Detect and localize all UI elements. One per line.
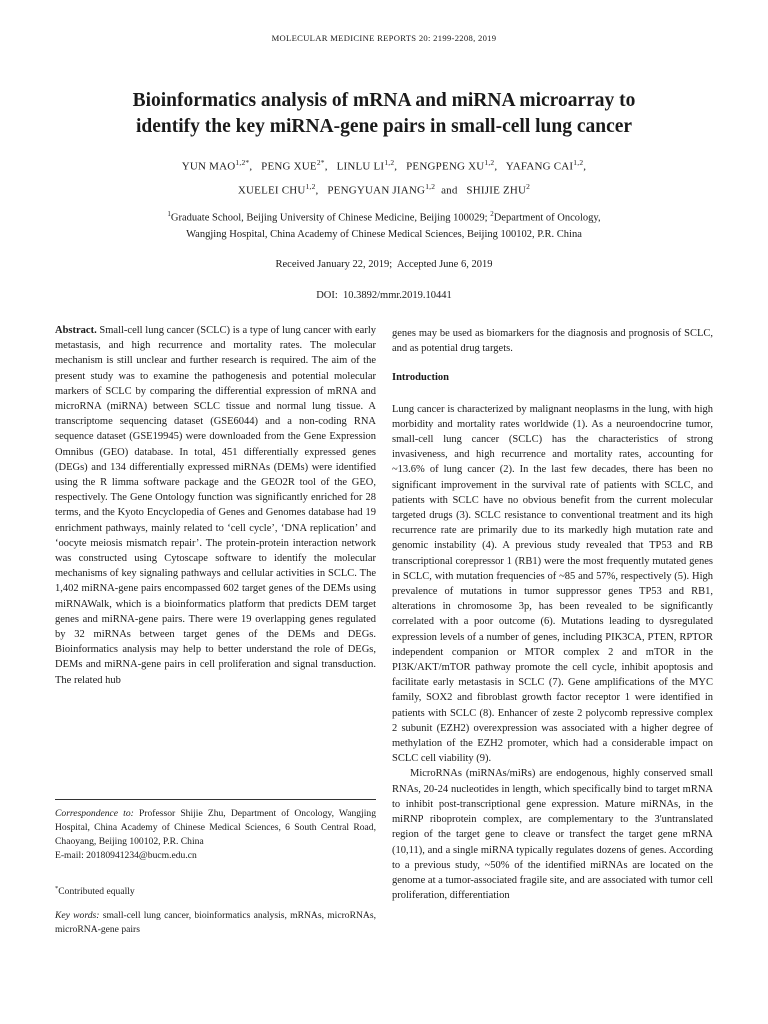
- author-affiliation-mark: 1,2*: [235, 158, 250, 167]
- author-name: XUELEI CHU: [237, 184, 306, 197]
- author-affiliation-mark: 1,2: [425, 181, 436, 191]
- author-separator: and: [435, 184, 464, 197]
- abstract-text: Small-cell lung cancer (SCLC) is a type of lung cancer with early metastasis, and high recurrence and mortality rates. The molecular mechanism is still unclear and further research is required. The aim of the present study was to examine the pathogenesis and potential molecular markers of SCLC by comparing the differential expression of mRNA and microRNA (miRNA) between SCLC tissue and normal lung tissue. A transcriptome sequencing dataset (GSE6044) and a non-coding RNA sequence dataset (GSE19945) were downloaded from the Gene Expression Omnibus (GEO) database. In total, 451 differentially expressed genes (DEGs) and 134 differentially expressed miRNAs (DEMs) were identified using the R limma software package and the GEO2R tool of the GEO, respectively. The Gene Ontology function was significantly enriched for 28 terms, and the Kyoto Encyclopedia of Genes and Genomes database had 19 enrichment pathways, mainly related to ‘cell cycle’, ‘DNA replication’ and ‘oocyte meiosis mismatch repair’. The protein-protein interaction network was constructed using Cytoscape software to identify the molecular mechanisms of key signaling pathways and cellular activities in SCLC. The 1,402 miRNA-gene pairs encompassed 602 target genes of the DEMs using miRNAWalk, which is a bioinformatics platform that predicts DEM target genes and miRNA-gene pairs. There were 19 overlapping genes regulated by 32 miRNAs between target genes of the DEMs and DEGs. Bioinformatics analysis may help to better understand the role of DEGs, DEMs and miRNA-gene pairs in cell proliferation and signal transduction. The related hub: [55, 325, 376, 686]
- running-header: MOLECULAR MEDICINE REPORTS 20: 2199-2208, 2019: [271, 33, 497, 43]
- affiliations: [60, 206, 708, 243]
- correspondence-footnote: [55, 807, 376, 863]
- contribution-mark: *: [55, 885, 59, 892]
- contribution-text: Contributed equally: [58, 886, 135, 898]
- author-affiliation-mark: 1,2: [573, 158, 584, 167]
- author-name: YUN MAO: [181, 160, 236, 173]
- intro-paragraph-1: Lung cancer is characterized by malignant neoplasms in the lung, with high morbidity and mortality rates worldwide (1). As a neuroendocrine tumor, small-cell lung cancer (SCLC) has the characteristics of strong invasiveness, and high recurrence and mortality rates, accounting for ~13.6% of lung cancer (2). In the last few decades, there has been no significant improvement in the survival rate of patients with SCLC, and patients with SCLC have no obvious benefit from the current molecular targeted drugs (3). SCLC resistance to conventional treatment and its high recurrence rate are primarily due to its markedly high mutation rate and genomic instability (4). A previous study revealed that TP53 and RB transcriptional corepressor 1 (RB1) were the most frequently mutated genes in SCLC, with mutation frequencies of ~85 and 57%, respectively (5). High prevalence of mutations in tumor suppressor genes TP53 and RB1, alterations in chromosome 3p, has been revealed to be significantly correlated with a poor outcome (6). Mutations leading to dysregulated expression levels of a number of genes, including PIK3CA, PTEN, RPTOR independent companion or MTOR complex 2 and mTOR in the PI3K/AKT/mTOR pathway promote the cell cycle, inhibit apoptosis and facilitate early metastasis in SCLC (7). Gene amplifications of the MYC family, SOX2 and fibroblast growth factor receptor 1 were identified in patients with SCLC (8). Enhancer of zeste 2 polycomb repressive complex 2 subunit (EZH2) overexpression was associated with a higher degree of methylation of the EZH2 promoter, which had a considerable impact on SCLC cell viability (9).: [392, 403, 713, 765]
- keywords-text: small-cell lung cancer, bioinformatics analysis, mRNAs, microRNAs, microRNA-gene pairs: [55, 910, 376, 935]
- affiliation-text: Department of Oncology,: [493, 212, 601, 224]
- author-name: YAFANG CAI: [505, 160, 574, 173]
- author-separator: ,: [583, 160, 587, 173]
- author-affiliation-mark: 2: [526, 181, 531, 191]
- affiliation-mark: 1: [167, 210, 171, 218]
- author-affiliation-mark: 2*: [316, 158, 325, 167]
- abstract-label: Abstract.: [55, 325, 97, 336]
- author-name: SHIJIE ZHU: [466, 184, 527, 197]
- author-name: PENGYUAN JIANG: [327, 184, 426, 197]
- intro-paragraph-2: MicroRNAs (miRNAs/miRs) are endogenous, highly conserved small RNAs, 20-24 nucleotides in length, which specifically bind to target mRNA to inhibit post-transcriptional gene expression. Mature miRNAs, in the miRNP riboprotein complex, are complementary to the 3'untranslated region of the target gene to cleave or transfect the target gene mRNA (10,11), and a single miRNA typically regulates dozens of genes. According to a previous study, ~50% of the identified miRNAs are located on the genome at a tumor-associated fragile site, and are associated with tumor cell proliferation, differentiation: [392, 768, 713, 902]
- contribution-footnote: [55, 882, 376, 899]
- abstract-continuation: genes may be used as biomarkers for the diagnosis and prognosis of SCLC, and as potential drug targets.: [392, 328, 713, 355]
- affiliation-line-1: [60, 206, 708, 227]
- right-column: [392, 326, 713, 903]
- keywords-label: Key words:: [55, 910, 100, 921]
- received-accepted-dates: Received January 22, 2019; Accepted June 6, 2019: [275, 259, 493, 270]
- correspondence-email: E-mail: 20180941234@bucm.edu.cn: [55, 850, 197, 861]
- author-name: PENG XUE: [261, 160, 317, 173]
- correspondence-label: Correspondence to:: [55, 808, 134, 819]
- affiliation-line-2: Wangjing Hospital, China Academy of Chinese Medical Sciences, Beijing 100102, P.R. China: [186, 228, 582, 240]
- article-title: [40, 88, 728, 140]
- author-name: LINLU LI: [336, 160, 385, 173]
- author-affiliation-mark: 1,2: [484, 158, 495, 167]
- abstract: [55, 323, 376, 688]
- title-line-1: Bioinformatics analysis of mRNA and miRNA microarray to: [132, 90, 636, 111]
- author-separator: ,: [324, 160, 334, 173]
- author-affiliation-mark: 1,2: [305, 181, 316, 191]
- affiliation-mark: 2: [490, 210, 494, 218]
- author-separator: ,: [494, 160, 504, 173]
- author-separator: ,: [249, 160, 259, 173]
- author-line-1: [40, 153, 728, 177]
- doi: DOI: 10.3892/mmr.2019.10441: [316, 290, 452, 301]
- author-name: PENGPENG XU: [406, 160, 485, 173]
- footnote-divider: [55, 799, 376, 800]
- author-list: [40, 153, 728, 200]
- author-separator: ,: [315, 184, 325, 197]
- author-separator: ,: [394, 160, 404, 173]
- section-heading-introduction: Introduction: [392, 372, 449, 384]
- keywords-footnote: [55, 909, 376, 937]
- author-line-2: [40, 177, 728, 201]
- author-affiliation-mark: 1,2: [384, 158, 395, 167]
- title-line-2: identify the key miRNA-gene pairs in small-cell lung cancer: [135, 116, 633, 137]
- affiliation-text: Graduate School, Beijing University of Chinese Medicine, Beijing 100029;: [170, 212, 491, 224]
- correspondence-text: Professor Shijie Zhu, Department of Oncology, Wangjing Hospital, China Academy of Chinese Medical Sciences, 6 South Central Road, Chaoyang, Beijing 100102, P.R. China: [55, 808, 376, 847]
- left-column: [55, 323, 376, 688]
